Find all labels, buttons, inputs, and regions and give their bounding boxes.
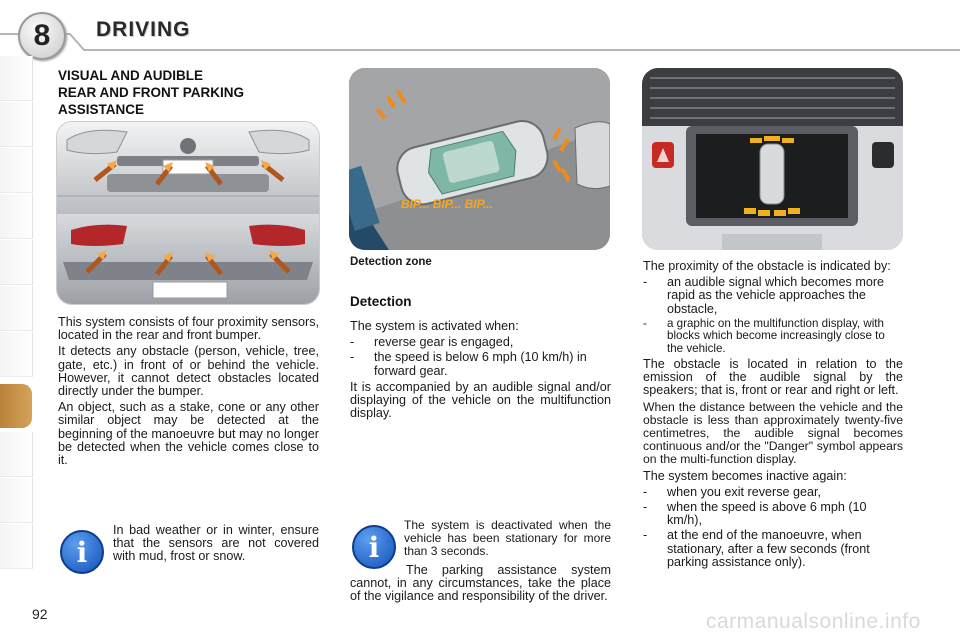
proximity-intro: The proximity of the obstacle is indicated by: [643,259,891,273]
chapter-tab[interactable] [0,240,33,285]
intro-text [58,316,319,470]
deactivation-note: The system is deactivated when the vehicle has been stationary for more than 3 seconds. [404,518,611,558]
location-paragraph: The obstacle is located in relation to the emission of the audible signal by the speakers; that is, front or rear and right or left. [643,357,903,398]
chapter-tab[interactable] [0,524,33,569]
beep-text: BIP... BIP... BIP... [401,197,494,211]
danger-paragraph: When the distance between the vehicle and the obstacle is less than approximately twenty-five centimetres, the audible signal becomes continuous and/or the "Danger" symbol appears on the multi-function display. [643,399,903,467]
list-item: - when the speed is above 6 mph (10 km/h), [643,501,903,527]
indicator-list [643,276,903,355]
chapter-title: DRIVING [96,18,191,41]
info-icon: i [352,525,396,569]
list-item: - when you exit reverse gear, [643,486,903,499]
weather-note: In bad weather or in winter, ensure that the sensors are not covered with mud, frost or snow. [113,523,319,564]
detection-zone-image [349,68,610,250]
vigilance-note: The parking assistance system cannot, in any circumstances, take the place of the vigilance and responsibility of the driver. [350,563,611,604]
list-item: - the speed is below 6 mph (10 km/h) in forward gear. [350,351,611,377]
detection-accompany: It is accompanied by an audible signal and/or displaying of the vehicle on the multifunction display. [350,379,611,421]
info-icon: i [60,530,104,574]
section-heading-line: REAR AND FRONT PARKING [58,85,244,100]
inactive-intro: The system becomes inactive again: [643,468,847,483]
chapter-tab[interactable] [0,148,33,193]
chapter-tab[interactable] [0,194,33,239]
chapter-tab[interactable] [0,56,33,101]
detection-text [350,320,611,423]
chapter-tab-active[interactable] [0,384,32,428]
multifunction-display-image [642,68,903,250]
section-heading-line: ASSISTANCE [58,102,145,117]
list-item: - an audible signal which becomes more rapid as the vehicle approaches the obstacle, [643,276,903,316]
bumper-sensors-image [56,121,320,305]
detection-heading: Detection [350,294,412,309]
detection-zone-caption: Detection zone [350,256,432,268]
chapter-tab[interactable] [0,478,33,523]
intro-paragraph: This system consists of four proximity sensors, located in the rear and front bumper. [58,315,319,343]
intro-paragraph: An object, such as a stake, cone or any other similar object may be detected at the beginning of the manoeuvre but may no longer be detected when the vehicle comes close to it. [58,400,319,468]
section-heading-line: VISUAL AND AUDIBLE [58,68,204,83]
intro-paragraph: It detects any obstacle (person, vehicle, tree, gate, etc.) in front of or behind the vehicle. However, it cannot detect obstacles located directly under the bumper. [58,344,319,399]
detection-intro: The system is activated when: [350,319,519,333]
chapter-tab[interactable] [0,286,33,331]
list-item: - at the end of the manoeuvre, when stationary, after a few seconds (front parking assistance only). [643,529,903,569]
watermark: carmanualsonline.info [706,610,921,633]
proximity-text [643,260,903,572]
section-heading [58,67,244,118]
chapter-tab[interactable] [0,432,33,477]
inactive-list [643,486,903,569]
header [0,0,960,56]
list-item: - a graphic on the multifunction display, with blocks which become increasingly close to the vehicle. [643,318,903,355]
chapter-tab[interactable] [0,332,33,377]
page-number: 92 [32,606,48,622]
activation-list [350,336,611,378]
chapter-tab[interactable] [0,102,33,147]
chapter-number-badge: 8 [18,12,66,60]
list-item: - reverse gear is engaged, [350,336,611,349]
